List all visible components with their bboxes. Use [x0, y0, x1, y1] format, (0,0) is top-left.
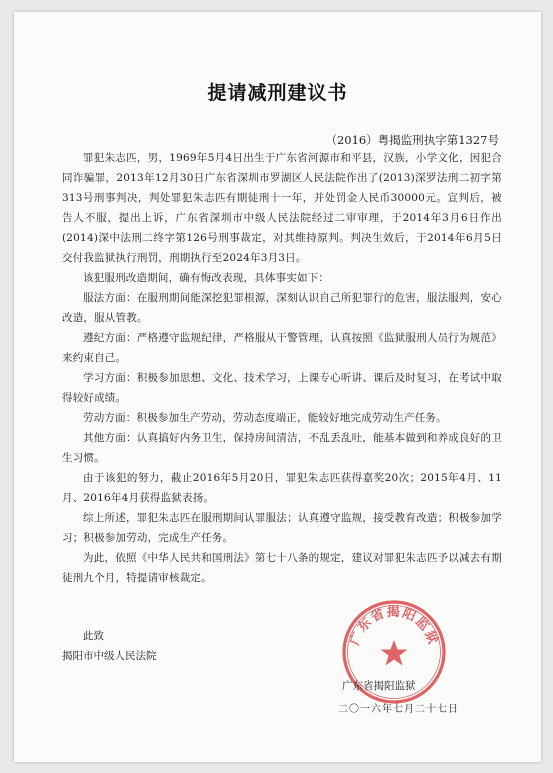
document-body: [62, 148, 502, 588]
paragraph-discipline: 遵纪方面：严格遵守监规纪律，严格服从干警管理，认真按照《监狱服刑人员行为规范》来约束自己。: [62, 332, 502, 364]
paragraph-other: 其他方面：认真搞好内务卫生，保持房间清洁，不乱丢乱吐，能基本做到和养成良好的卫生习惯。: [62, 432, 502, 464]
paragraph-summary: 综上所述，罪犯朱志匹在服刑期间认罪服法；认真遵守监规，接受教育改造；积极参加学习；积极参加劳动，完成生产任务。: [62, 512, 502, 544]
document-title: 提请减刑建议书: [207, 82, 348, 104]
paragraph-study: 学习方面：积极参加思想、文化、技术学习，上课专心听讲、课后及时复习，在考试中取得较好成绩。: [62, 372, 502, 404]
document-page: [14, 12, 541, 762]
paragraph-labor: 劳动方面：积极参加生产劳动，劳动态度端正，能较好地完成劳动生产任务。: [83, 412, 447, 424]
paragraph-case-summary: 罪犯朱志匹，男，1969年5月4日出生于广东省河源市和平县，汉族，小学文化，因犯合同诈骗罪，2013年12月30日广东省深圳市罗湖区人民法院作出了(2013)深罗法刑二初字第313号刑事判决，判处罪犯朱志匹有期徒刑十一年，并处罚金人民币30000元。宣判后，被告人不服，提出上诉，广东省深圳市中级人民法院经过二审审理，于2014年3月6日作出(2014)深中法刑二终字第126号刑事裁定，对其维持原判。判决生效后，于2014年6月5日交付我监狱执行刑罚，刑期执行至2024年3月3日。: [62, 152, 502, 264]
paragraph-awards: 由于该犯的努力，截止2016年5月20日，罪犯朱志匹获得嘉奖20次；2015年4月、11月、2016年4月获得监狱表扬。: [62, 472, 502, 504]
signature-organization: 广东省揭阳监狱: [342, 680, 416, 692]
paragraph-recommendation: 为此，依照《中华人民共和国刑法》第七十八条的规定，建议对罪犯朱志匹予以减去有期徒刑九个月，特提请审核裁定。: [62, 552, 502, 584]
svg-text:广东省揭阳监狱: 广东省揭阳监狱: [347, 605, 441, 648]
seal-star-icon: [381, 640, 408, 666]
paragraph-law-abiding: 服法方面：在服刑期间能深挖犯罪根源，深刻认识自己所犯罪行的危害，服法服判，安心改造，服从管教。: [62, 292, 502, 324]
paragraph-intro-facts: 该犯服刑改造期间，确有悔改表现，具体事实如下：: [83, 272, 330, 284]
closing-recipient: 揭阳市中级人民法院: [62, 650, 157, 662]
signature-date: 二〇一六年七月二十七日: [338, 704, 459, 715]
closing-block: [62, 626, 157, 666]
document-number: （2016）粤揭监刑执字第1327号: [325, 133, 499, 147]
closing-salutation: 此致: [83, 630, 104, 642]
